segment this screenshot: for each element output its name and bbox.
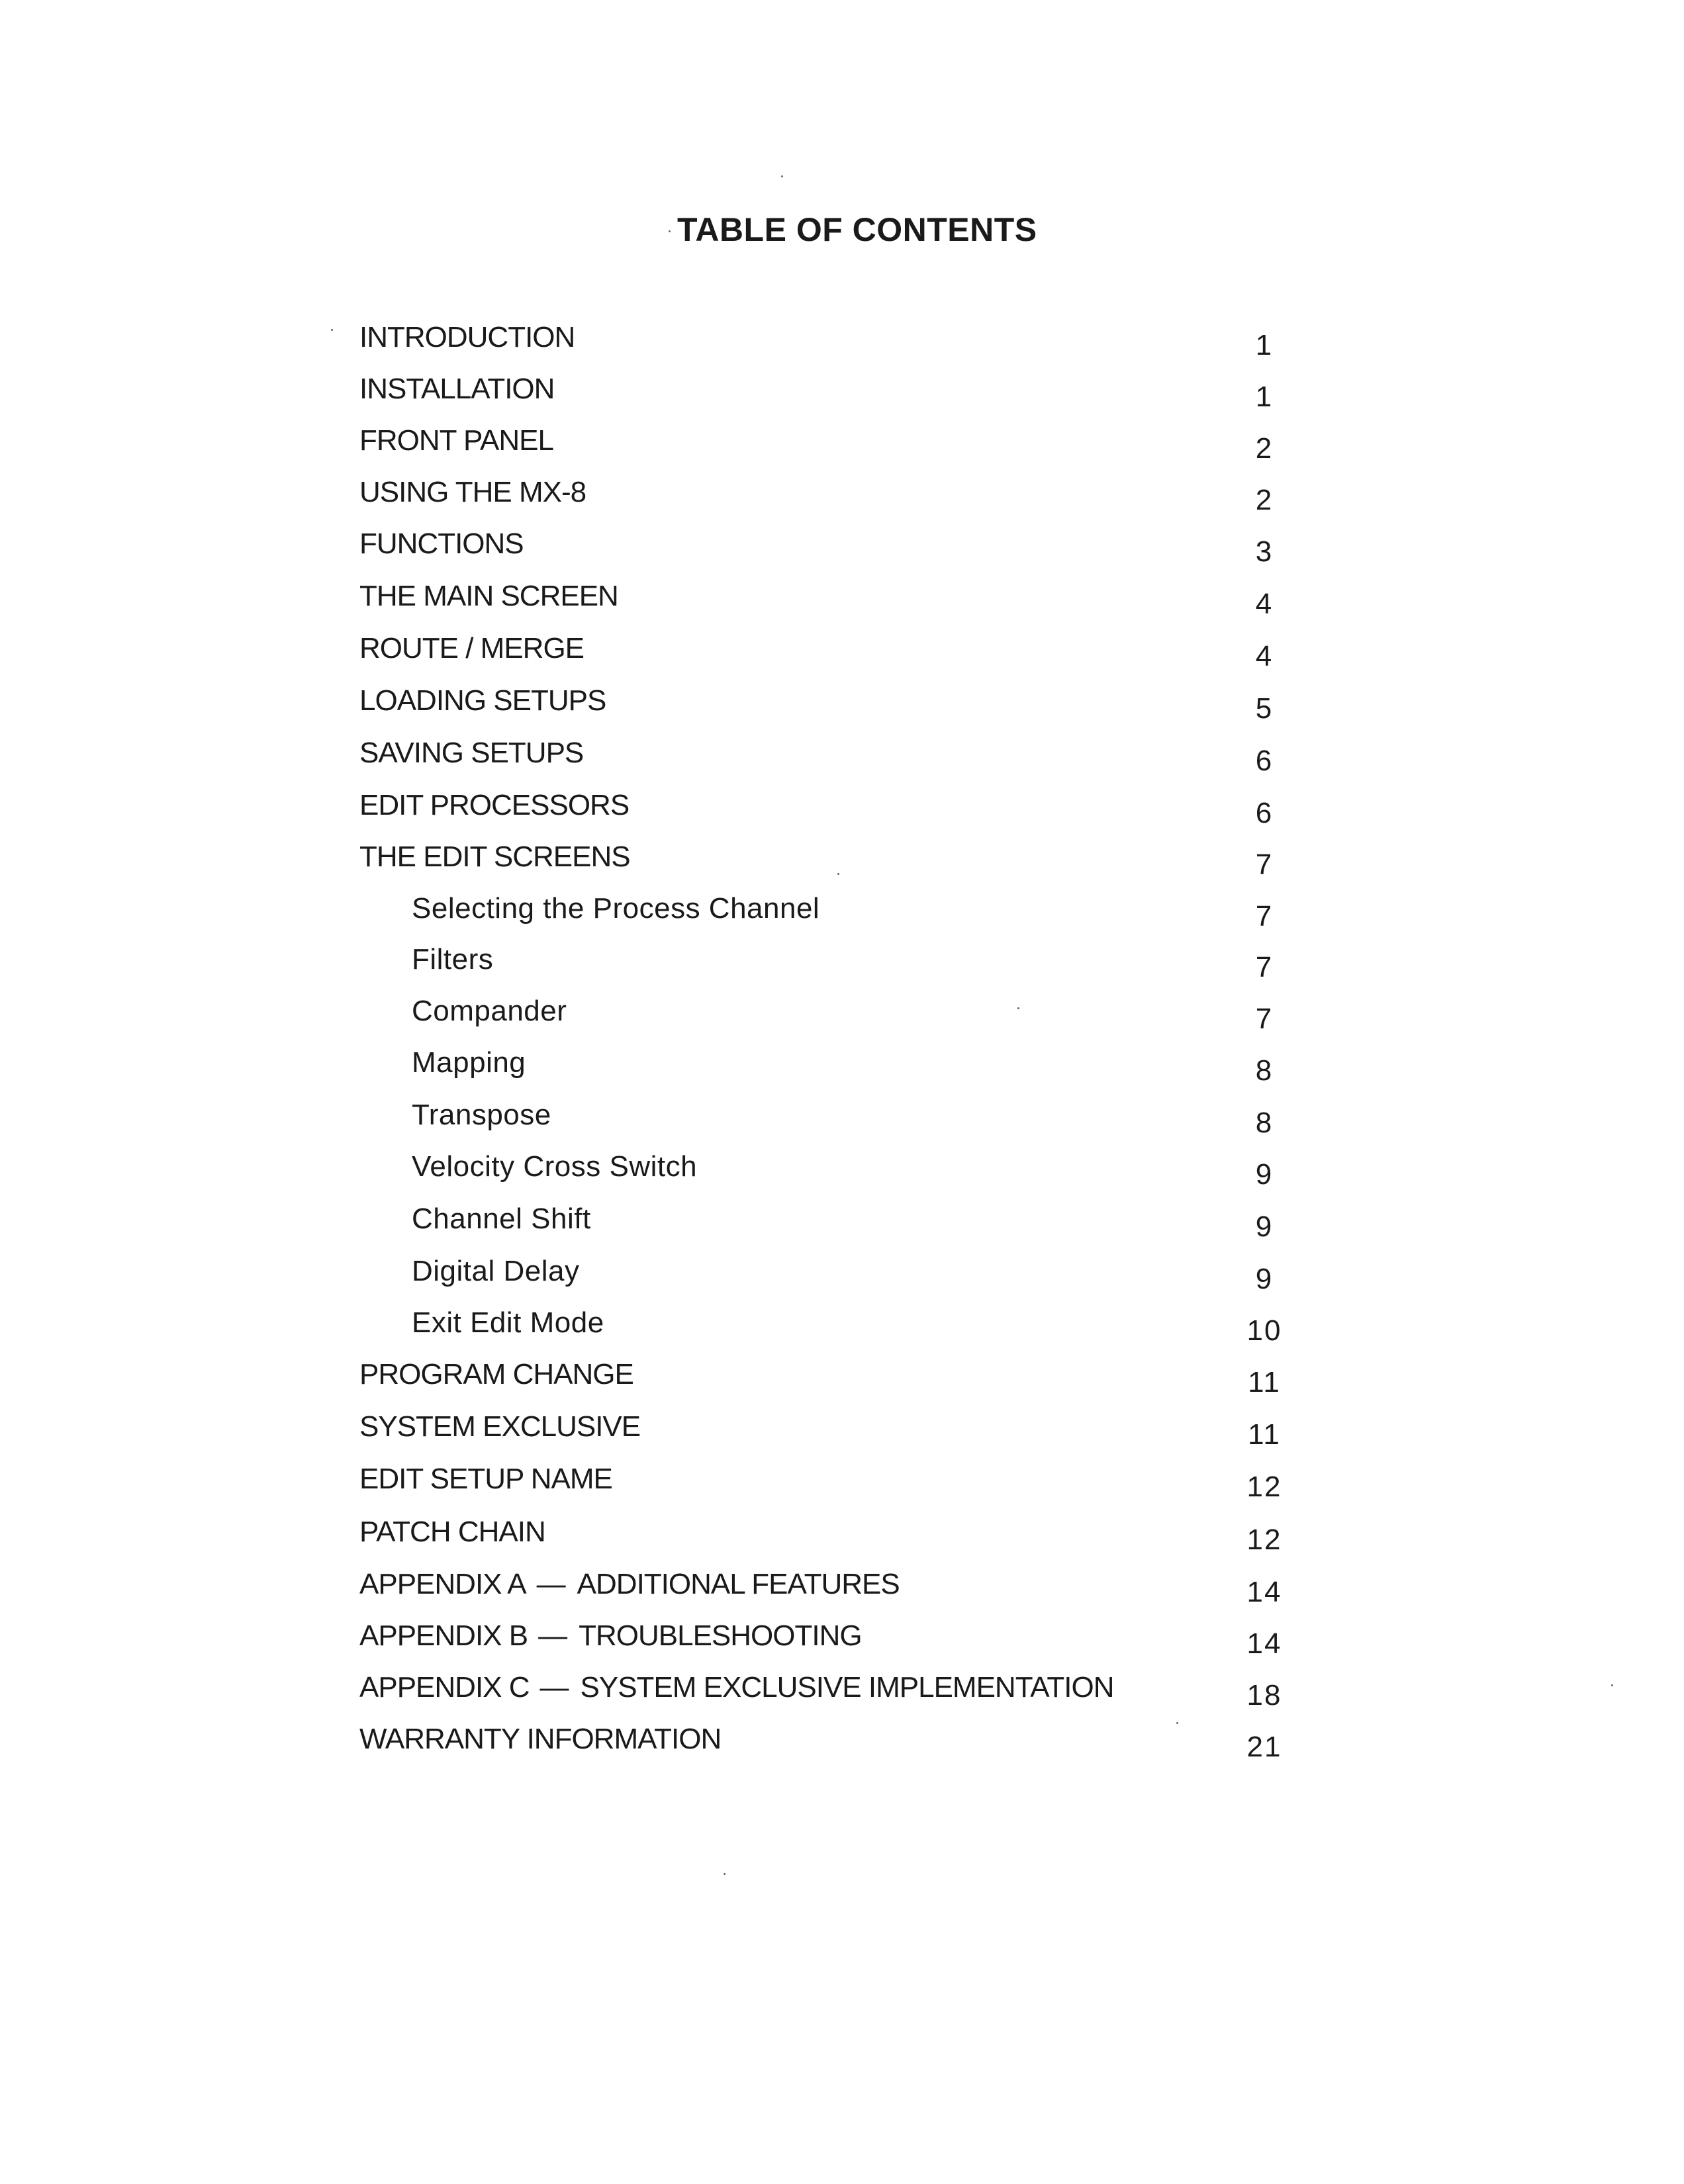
toc-entry-page: 14 bbox=[1246, 1576, 1282, 1608]
toc-entry-label: SYSTEM EXCLUSIVE bbox=[359, 1410, 641, 1443]
scan-speck bbox=[1611, 1684, 1613, 1686]
toc-entry-page: 4 bbox=[1255, 640, 1274, 672]
toc-entry-page: 2 bbox=[1255, 484, 1274, 516]
appendix-topic: TROUBLESHOOTING bbox=[579, 1619, 862, 1652]
toc-entry-label: Exit Edit Mode bbox=[412, 1306, 604, 1339]
page-title: TABLE OF CONTENTS bbox=[677, 211, 1037, 248]
toc-entry-page: 9 bbox=[1255, 1263, 1274, 1295]
toc-entry-page: 7 bbox=[1255, 951, 1274, 983]
toc-entry-label: Digital Delay bbox=[412, 1255, 580, 1287]
toc-entry-loading-setups bbox=[0, 681, 1684, 725]
toc-entry-label: Compander bbox=[412, 995, 567, 1027]
toc-entry-label: INSTALLATION bbox=[359, 373, 555, 405]
appendix-dash: — bbox=[538, 1619, 567, 1652]
toc-entry-label: SAVING SETUPS bbox=[359, 737, 584, 769]
toc-entry-system-exclusive bbox=[0, 1407, 1684, 1451]
toc-entry-page: 2 bbox=[1255, 432, 1274, 465]
toc-entry-warranty bbox=[0, 1719, 1684, 1763]
toc-entry-page: 3 bbox=[1255, 535, 1274, 568]
toc-entry-page: 4 bbox=[1255, 588, 1274, 620]
toc-entry-label: LOADING SETUPS bbox=[359, 684, 606, 717]
toc-entry-label: THE MAIN SCREEN bbox=[359, 580, 618, 612]
toc-entry-page: 6 bbox=[1255, 745, 1274, 777]
toc-entry-label: EDIT PROCESSORS bbox=[359, 789, 630, 821]
toc-entry-using-the-mx8 bbox=[0, 473, 1684, 516]
toc-subentry-mapping bbox=[0, 1043, 1684, 1087]
toc-entry-introduction bbox=[0, 318, 1684, 361]
toc-entry-label: Mapping bbox=[412, 1046, 526, 1079]
toc-entry-page: 11 bbox=[1248, 1366, 1281, 1398]
toc-entry-page: 5 bbox=[1255, 692, 1274, 725]
toc-entry-page: 18 bbox=[1246, 1679, 1282, 1711]
toc-entry-page: 1 bbox=[1255, 381, 1274, 413]
toc-entry-appendix-b bbox=[0, 1616, 1684, 1660]
toc-entry-page: 9 bbox=[1255, 1158, 1274, 1191]
toc-entry-edit-screens bbox=[0, 837, 1684, 881]
scan-speck bbox=[1176, 1722, 1178, 1724]
toc-entry-saving-setups bbox=[0, 733, 1684, 777]
toc-entry-label: FUNCTIONS bbox=[359, 527, 524, 560]
appendix-id: APPENDIX C bbox=[359, 1671, 530, 1704]
toc-entry-label: USING THE MX-8 bbox=[359, 476, 586, 508]
toc-entry-label: PROGRAM CHANGE bbox=[359, 1358, 633, 1390]
toc-entry-page: 8 bbox=[1255, 1107, 1274, 1139]
toc-subentry-process-channel bbox=[0, 889, 1684, 933]
toc-subentry-filters bbox=[0, 940, 1684, 983]
toc-entry-main-screen bbox=[0, 576, 1684, 620]
appendix-id: APPENDIX A bbox=[359, 1568, 526, 1600]
toc-entry-label: EDIT SETUP NAME bbox=[359, 1463, 612, 1495]
toc-entry-page: 21 bbox=[1246, 1731, 1282, 1763]
toc-entry-program-change bbox=[0, 1355, 1684, 1398]
scan-speck bbox=[331, 329, 333, 331]
toc-entry-appendix-a bbox=[0, 1565, 1684, 1608]
toc-entry-label: Selecting the Process Channel bbox=[412, 892, 820, 925]
appendix-dash: — bbox=[539, 1671, 569, 1704]
toc-entry-label: INTRODUCTION bbox=[359, 321, 575, 353]
appendix-topic: SYSTEM EXCLUSIVE IMPLEMENTATION bbox=[580, 1671, 1114, 1704]
toc-entry-page: 1 bbox=[1255, 329, 1274, 361]
toc-appendix-label bbox=[359, 1565, 900, 1604]
toc-entry-installation bbox=[0, 369, 1684, 413]
toc-entry-edit-processors bbox=[0, 786, 1684, 829]
toc-entry-page: 7 bbox=[1255, 900, 1274, 933]
appendix-id: APPENDIX B bbox=[359, 1619, 528, 1652]
toc-entry-label: THE EDIT SCREENS bbox=[359, 841, 630, 873]
toc-subentry-exit-edit-mode bbox=[0, 1303, 1684, 1347]
scan-speck bbox=[724, 1873, 725, 1875]
appendix-dash: — bbox=[536, 1568, 565, 1600]
toc-entry-page: 7 bbox=[1255, 848, 1274, 881]
toc-entry-edit-setup-name bbox=[0, 1459, 1684, 1503]
toc-entry-page: 7 bbox=[1255, 1003, 1274, 1035]
scan-speck bbox=[837, 873, 839, 875]
toc-entry-page: 9 bbox=[1255, 1210, 1274, 1243]
toc-entry-label: Filters bbox=[412, 943, 494, 976]
toc-entry-page: 6 bbox=[1255, 797, 1274, 829]
toc-entry-front-panel bbox=[0, 421, 1684, 465]
toc-entry-route-merge bbox=[0, 629, 1684, 672]
toc-entry-label: WARRANTY INFORMATION bbox=[359, 1723, 722, 1755]
toc-entry-page: 12 bbox=[1246, 1471, 1282, 1503]
toc-appendix-label bbox=[359, 1668, 1113, 1707]
toc-entry-page: 12 bbox=[1246, 1524, 1282, 1556]
toc-entry-appendix-c bbox=[0, 1668, 1684, 1711]
toc-subentry-compander bbox=[0, 991, 1684, 1035]
toc-entry-label: FRONT PANEL bbox=[359, 424, 553, 457]
toc-entry-label: ROUTE / MERGE bbox=[359, 632, 585, 664]
toc-appendix-label bbox=[359, 1616, 862, 1656]
scan-speck bbox=[669, 230, 671, 232]
appendix-topic: ADDITIONAL FEATURES bbox=[577, 1568, 900, 1600]
toc-subentry-transpose bbox=[0, 1095, 1684, 1139]
toc-entry-label: PATCH CHAIN bbox=[359, 1516, 545, 1548]
toc-subentry-velocity-cross-switch bbox=[0, 1147, 1684, 1191]
toc-entry-page: 14 bbox=[1246, 1627, 1282, 1660]
toc-entry-page: 11 bbox=[1248, 1418, 1281, 1451]
toc-entry-label: Channel Shift bbox=[412, 1203, 591, 1235]
toc-subentry-digital-delay bbox=[0, 1251, 1684, 1295]
toc-entry-functions bbox=[0, 524, 1684, 568]
toc-entry-page: 10 bbox=[1246, 1314, 1282, 1347]
toc-subentry-channel-shift bbox=[0, 1199, 1684, 1243]
scan-speck bbox=[781, 175, 783, 177]
toc-entry-page: 8 bbox=[1255, 1054, 1274, 1087]
scan-speck bbox=[1017, 1007, 1019, 1009]
toc-entry-label: Velocity Cross Switch bbox=[412, 1150, 698, 1183]
toc-entry-patch-chain bbox=[0, 1512, 1684, 1556]
toc-entry-label: Transpose bbox=[412, 1099, 551, 1131]
